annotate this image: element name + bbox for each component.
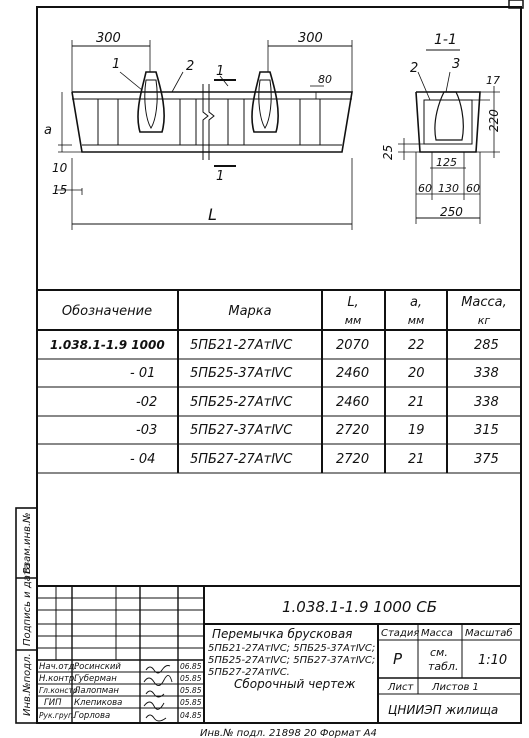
side-stamp-labels — [22, 512, 33, 716]
dim-15: 15 — [52, 183, 68, 197]
cell-a: 21 — [408, 395, 425, 410]
section-mark-bottom: 1 — [216, 169, 225, 184]
cell-mass: 338 — [474, 366, 499, 381]
cell-L: 2460 — [336, 395, 370, 410]
org-name: ЦНИИЭП жилища — [388, 703, 499, 717]
callout-2: 2 — [186, 59, 195, 74]
cell-L: 2720 — [336, 423, 370, 438]
dim-300-left: 300 — [96, 31, 121, 46]
signer-name: Росинский — [74, 662, 121, 672]
dim-L: L — [208, 205, 217, 224]
dim-60-right: 60 — [466, 182, 480, 195]
cell-a: 21 — [408, 452, 425, 467]
signer-date: 04.85 — [180, 711, 202, 720]
signer-date: 06.85 — [180, 662, 202, 671]
dim-a: a — [44, 123, 52, 138]
col-header-designation: Обозначение — [61, 304, 153, 319]
signer-name: Лалопман — [74, 686, 119, 696]
signer-role: Н.контр. — [39, 674, 78, 684]
dim-220: 220 — [487, 109, 501, 132]
section-title: 1-1 — [434, 32, 457, 48]
cell-mass: 315 — [474, 423, 499, 438]
spec-table-rows — [50, 338, 499, 467]
signer-date: 05.85 — [180, 686, 202, 695]
scale-header: Масштаб — [465, 628, 513, 639]
cell-mark: 5ПБ25-27АтⅣС — [190, 395, 293, 410]
stamp-inv-label: Инв.№подл. — [22, 653, 33, 716]
title-marks-2: 5ПБ25-27АтⅣС; 5ПБ27-37АтⅣС; — [208, 655, 376, 666]
cell-designation: 1.038.1-1.9 1000 — [50, 338, 165, 352]
col-header-mass: Масса, — [461, 295, 507, 310]
cell-mark: 5ПБ25-37АтⅣС — [190, 366, 293, 381]
dim-250: 250 — [440, 205, 463, 219]
dim-60-left: 60 — [418, 182, 432, 195]
stamp-signature-label: Подпись и дата — [22, 563, 33, 646]
section-mark-top: 1 — [216, 64, 225, 79]
cell-L: 2720 — [336, 452, 370, 467]
mass-value-2: табл. — [428, 660, 459, 673]
cell-mass: 338 — [474, 395, 499, 410]
stamp-replace-label: Взам.инв.№ — [22, 512, 33, 574]
col-header-a: a, — [409, 295, 423, 310]
cell-mass: 285 — [474, 338, 499, 353]
col-header-L-unit: мм — [344, 314, 362, 327]
cell-mark: 5ПБ21-27АтⅣС — [190, 338, 293, 353]
cell-L: 2460 — [336, 366, 370, 381]
cell-designation: - 01 — [130, 366, 156, 381]
signer-date: 05.85 — [180, 698, 202, 707]
signer-role: ГИП — [44, 698, 62, 708]
cell-a: 20 — [408, 366, 425, 381]
cell-designation: -03 — [136, 423, 158, 438]
bottom-note: Инв.№ подл. 21898 20 Формат А4 — [200, 728, 377, 738]
cell-a: 22 — [408, 338, 425, 353]
section-view-labels — [381, 32, 501, 219]
section-callout-3: 3 — [452, 57, 461, 72]
dim-300-right: 300 — [298, 31, 323, 46]
cell-designation: -02 — [136, 395, 158, 410]
main-view — [55, 40, 352, 230]
mass-header: Масса — [421, 628, 453, 639]
dim-10: 10 — [52, 161, 68, 175]
title-name: Перемычка брусковая — [212, 627, 353, 641]
signer-role: Рук.груп. — [39, 711, 76, 720]
title-marks-1: 5ПБ21-27АтⅣС; 5ПБ25-37АтⅣС; — [208, 643, 376, 654]
signer-name: Клепикова — [74, 698, 123, 708]
cell-a: 19 — [408, 423, 425, 438]
stage-value: Р — [393, 650, 403, 668]
dim-80: 80 — [318, 73, 332, 86]
signer-name: Губерман — [74, 674, 117, 684]
table-row — [50, 338, 499, 353]
mass-value-1: см. — [430, 646, 448, 659]
spec-table-header — [62, 295, 507, 327]
sheet-frame — [37, 7, 521, 723]
dim-17: 17 — [486, 74, 500, 87]
dim-130: 130 — [438, 182, 459, 195]
cell-designation: - 04 — [130, 452, 156, 467]
cell-mark: 5ПБ27-27АтⅣС — [190, 452, 293, 467]
scale-value: 1:10 — [478, 653, 508, 668]
signer-role: Нач.отд. — [39, 662, 78, 672]
doc-code: 1.038.1-1.9 1000 СБ — [282, 598, 437, 616]
dim-125: 125 — [436, 156, 457, 169]
sheet-label: Лист — [388, 682, 414, 693]
sheets-label: Листов 1 — [432, 682, 479, 693]
signer-role: Гл.констр. — [39, 686, 81, 695]
title-marks-3: 5ПБ27-27АтⅣС. — [208, 667, 290, 678]
col-header-mark: Марка — [228, 304, 272, 319]
section-view — [398, 50, 500, 224]
table-row — [130, 366, 499, 381]
table-row — [130, 452, 499, 467]
dim-25: 25 — [381, 144, 395, 160]
cell-L: 2070 — [336, 338, 370, 353]
main-view-labels — [44, 31, 332, 224]
stage-header: Стадия — [381, 628, 420, 639]
col-header-a-unit: мм — [407, 314, 425, 327]
callout-1: 1 — [112, 57, 121, 72]
col-header-mass-unit: кг — [477, 314, 491, 327]
col-header-L: L, — [347, 295, 359, 310]
title-drawing-type: Сборочный чертеж — [234, 677, 356, 691]
section-callout-2: 2 — [410, 61, 419, 76]
cell-mark: 5ПБ27-37АтⅣС — [190, 423, 293, 438]
signer-date: 05.85 — [180, 674, 202, 683]
signer-name: Горлова — [74, 711, 111, 721]
cell-mass: 375 — [474, 452, 499, 467]
table-row — [136, 423, 499, 438]
table-row — [136, 395, 499, 410]
